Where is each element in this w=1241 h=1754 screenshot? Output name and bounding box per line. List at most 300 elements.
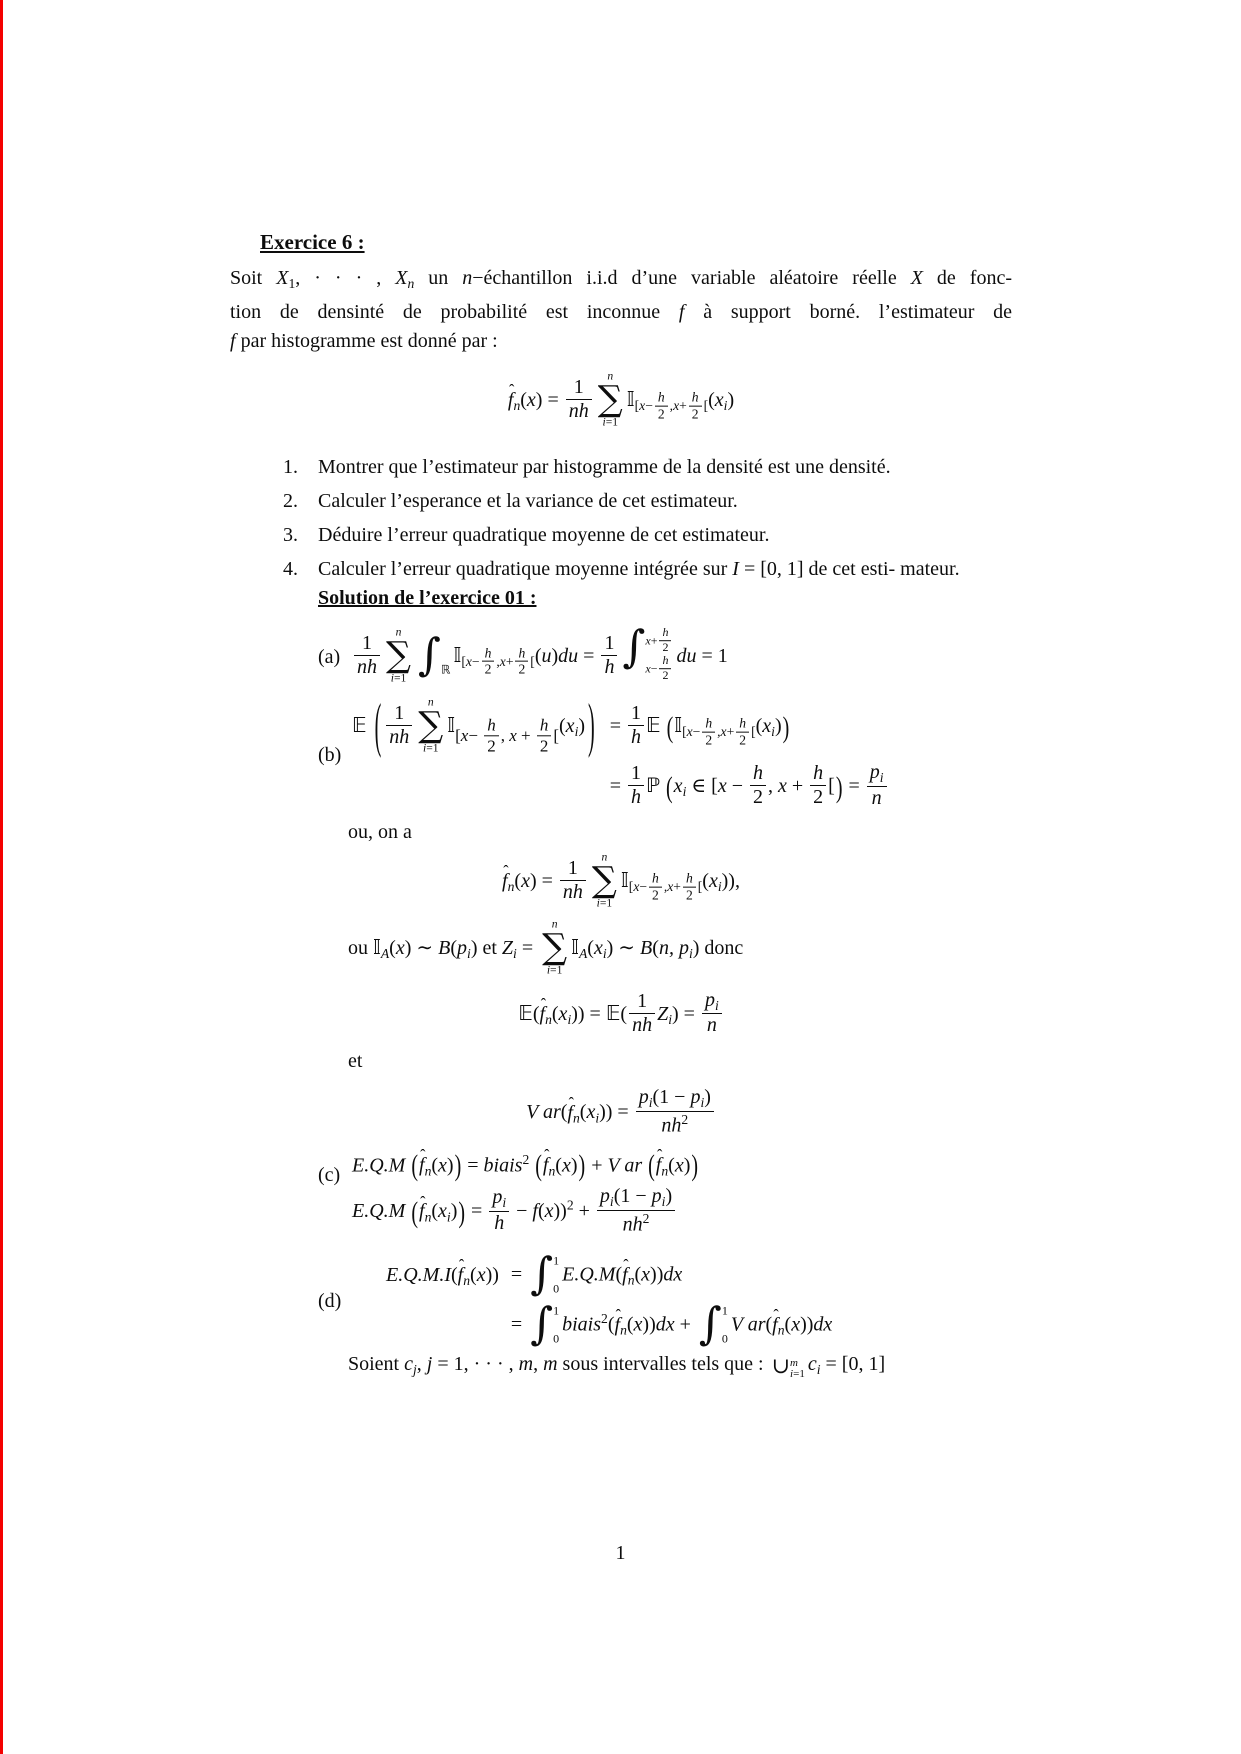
math-text: −	[726, 775, 748, 798]
math-text: (	[551, 1002, 559, 1025]
solution-d	[230, 1248, 1012, 1350]
math-token	[659, 668, 671, 683]
math-token	[645, 627, 673, 656]
math-text: ) =	[535, 389, 564, 412]
subscript	[628, 870, 703, 903]
math-text: )),	[721, 870, 740, 893]
math-blackboard: 𝕀	[674, 713, 683, 738]
math-text: Soient	[348, 1353, 405, 1376]
math-var-hat: f ˆ	[567, 1102, 573, 1124]
math-text: (	[559, 714, 566, 737]
math-text: (1 −	[652, 1086, 691, 1109]
math-token	[655, 390, 668, 406]
math-text: ,	[533, 1353, 544, 1376]
math-token	[628, 725, 644, 749]
solution-c-row2	[352, 1187, 1012, 1238]
math-var: I	[732, 557, 739, 580]
math-text: +	[516, 726, 535, 746]
math-text: )	[774, 715, 782, 738]
solution-d-equations	[386, 1248, 833, 1350]
math-var: p	[704, 988, 715, 1011]
math-text: )	[551, 645, 559, 668]
math-text: [	[697, 879, 703, 895]
math-var: p	[457, 936, 468, 959]
fraction	[659, 655, 671, 684]
math-text: à support borné. l’estimateur de	[684, 301, 1013, 324]
math-token	[597, 898, 613, 911]
math-var: i	[574, 724, 579, 740]
math-token	[810, 762, 826, 785]
text-ou-on-a	[348, 818, 1012, 847]
math-text: −	[511, 1200, 533, 1223]
question-3-text	[318, 521, 1012, 550]
math-token	[553, 1305, 559, 1317]
math-var: h	[539, 715, 549, 735]
math-var: h	[739, 715, 747, 731]
paren: (	[666, 711, 674, 745]
fraction	[689, 390, 702, 422]
solution-section	[230, 621, 1012, 1385]
math-text: (	[765, 1313, 773, 1336]
math-text: (	[431, 1200, 439, 1223]
math-text: [	[703, 398, 709, 414]
math-token	[702, 989, 722, 1014]
math-text: ,	[717, 724, 721, 740]
math-text: (	[626, 1313, 634, 1336]
math-text: par histogramme est donné par :	[235, 330, 498, 353]
math-var: i	[567, 1011, 572, 1027]
math-var: X	[276, 267, 289, 289]
fraction	[683, 871, 696, 903]
math-text: 1	[553, 1303, 560, 1318]
formula-histogram-estimator	[230, 369, 1012, 431]
math-blackboard: ℙ	[645, 773, 660, 798]
subscript	[463, 1273, 470, 1288]
math-text: 2	[566, 1197, 574, 1213]
math-text: ,	[767, 775, 778, 798]
solution-a	[230, 621, 1012, 688]
math-text: (	[755, 715, 763, 738]
math-token: ∫	[530, 1248, 554, 1300]
math-token: ∑	[418, 705, 444, 746]
intro-line-3	[230, 327, 1012, 356]
math-text: −échantillon i.i.d d’une variable aléatoire réelle	[472, 267, 911, 289]
math-blackboard: 𝕀	[373, 934, 381, 959]
math-token	[597, 1210, 675, 1236]
math-var: j	[413, 1362, 417, 1378]
text-soient	[348, 1350, 1012, 1384]
math-text: 2	[685, 887, 693, 903]
math-token	[702, 716, 715, 732]
big-operator-side	[622, 621, 673, 686]
math-blackboard: 𝕀	[447, 712, 456, 737]
math-var: n	[572, 1110, 580, 1126]
math-var: nh	[632, 1013, 653, 1036]
math-text: 2	[518, 662, 526, 678]
math-text: ,	[669, 398, 674, 414]
math-token	[649, 871, 662, 887]
math-text: un	[414, 267, 463, 289]
math-var: i	[816, 1362, 821, 1378]
math-var: i	[879, 770, 884, 786]
page-number: 1	[615, 1542, 626, 1564]
math-var: n	[463, 1272, 471, 1288]
math-var: j	[426, 1353, 433, 1376]
math-text: 1	[721, 1303, 728, 1318]
math-text: [	[828, 775, 835, 798]
math-text: (	[579, 1101, 587, 1124]
math-var: x	[558, 1002, 568, 1025]
math-token	[649, 886, 662, 903]
math-var: p	[492, 1186, 503, 1209]
math-text: =	[843, 775, 865, 798]
math-var: nh	[622, 1213, 643, 1236]
math-text: −	[650, 661, 658, 676]
formula-variance	[230, 1088, 1012, 1139]
math-text: +	[573, 1200, 595, 1223]
math-text: =	[516, 936, 539, 959]
math-token	[441, 664, 451, 676]
math-text: (	[784, 1313, 792, 1336]
math-text: +	[673, 879, 681, 895]
math-text: ) =	[672, 1002, 700, 1025]
math-text: (	[470, 1263, 477, 1286]
math-text: [	[553, 726, 559, 746]
math-text: +	[679, 398, 687, 414]
fraction	[484, 716, 499, 756]
math-var: n	[507, 879, 515, 895]
question-1-text	[318, 453, 1012, 482]
math-var: du	[676, 645, 697, 668]
math-var-hat: f ˆ	[772, 1314, 778, 1336]
math-token	[553, 1283, 559, 1295]
math-text: ∈ [	[686, 775, 718, 798]
fraction	[489, 1186, 509, 1235]
math-token	[867, 761, 887, 786]
math-var: c	[807, 1353, 817, 1376]
math-var: V ar	[526, 1101, 561, 1124]
math-var: n	[607, 369, 614, 383]
math-text: =1	[599, 896, 613, 910]
math-var: i	[546, 963, 551, 977]
math-text: −	[468, 726, 483, 746]
math-var: x	[717, 775, 727, 798]
math-text: (	[534, 645, 542, 668]
math-var: h	[630, 786, 641, 809]
math-text: Calculer l’esperance et la variance de cet estimateur.	[318, 489, 738, 512]
big-operator	[598, 370, 623, 429]
math-var: i	[668, 1011, 672, 1027]
math-var: x	[633, 1313, 643, 1336]
math-token	[867, 786, 887, 810]
math-text: (	[587, 936, 594, 959]
math-var: i	[602, 415, 606, 429]
math-text: 2	[739, 732, 747, 748]
math-var: Z	[501, 936, 514, 959]
math-var: dx	[655, 1313, 675, 1336]
math-token	[482, 645, 495, 661]
math-var: n	[601, 850, 608, 864]
math-token	[553, 1303, 559, 1347]
math-var: x	[561, 1154, 571, 1177]
math-text: 0	[721, 1331, 728, 1346]
paren: )	[588, 694, 595, 761]
page-content	[230, 230, 1012, 1384]
math-token: ∫	[530, 1298, 554, 1350]
math-var: m	[790, 1357, 798, 1370]
math-var: h	[691, 389, 699, 405]
math-var: x	[593, 936, 603, 959]
math-var: V ar	[607, 1154, 643, 1177]
math-text: (	[620, 1002, 628, 1025]
math-text: ,	[496, 654, 500, 670]
math-token	[628, 762, 644, 785]
math-blackboard: 𝕀	[453, 643, 462, 668]
math-var: x	[641, 1263, 651, 1286]
math-text: 2	[642, 1210, 650, 1226]
math-text: (	[389, 936, 396, 959]
math-text: +	[674, 1313, 696, 1336]
math-text: =1	[393, 671, 407, 685]
math-token	[484, 735, 499, 756]
math-blackboard: 𝔼	[605, 1000, 621, 1025]
math-token	[790, 1369, 805, 1380]
math-text: (1 −	[613, 1185, 652, 1208]
big-operator	[386, 626, 411, 685]
math-token	[553, 1255, 559, 1267]
math-text: 2	[813, 786, 824, 809]
big-operator	[418, 696, 443, 755]
fraction	[386, 702, 412, 749]
paren: )	[454, 1149, 462, 1183]
big-operator-side	[772, 1356, 805, 1382]
math-var: h	[662, 653, 669, 668]
fraction	[867, 761, 887, 810]
math-text: 1	[288, 276, 296, 292]
paren: (	[535, 1149, 542, 1183]
math-text: = [0, 1]	[820, 1353, 886, 1376]
math-var: X	[395, 267, 408, 289]
question-4-number: 4.	[283, 557, 298, 580]
subscript	[778, 1323, 785, 1338]
math-text: +	[786, 775, 809, 798]
big-operator	[542, 918, 567, 977]
math-token: ∫	[698, 1298, 722, 1350]
math-text: [	[461, 654, 466, 670]
math-var: B	[438, 936, 451, 959]
math-text: 1	[573, 375, 584, 398]
paren: )	[691, 1149, 699, 1183]
fraction	[560, 857, 586, 904]
fraction	[636, 1086, 714, 1137]
superscript	[601, 1311, 608, 1326]
question-4-line-1	[318, 558, 895, 580]
math-token	[722, 1333, 728, 1345]
math-var: n	[706, 1014, 717, 1037]
math-token	[628, 785, 644, 809]
math-text: 1	[637, 989, 648, 1012]
math-text: =	[609, 775, 626, 798]
math-text: 2	[652, 887, 659, 903]
math-var: nh	[568, 399, 589, 422]
solution-d-row2-rhs	[510, 1298, 833, 1350]
intro-line-1	[230, 264, 1012, 298]
math-var: h	[657, 389, 665, 405]
big-operator-side	[418, 629, 451, 681]
exercise-title: Exercice 6 :	[260, 230, 365, 254]
paren: (	[374, 694, 382, 761]
math-var: x	[395, 936, 405, 959]
superscript	[643, 1211, 650, 1226]
math-var: dx	[663, 1263, 683, 1286]
fraction	[659, 626, 671, 655]
math-var: nh	[661, 1114, 682, 1137]
math-token	[566, 399, 592, 423]
math-var: p	[869, 761, 880, 784]
paren: (	[666, 771, 673, 805]
math-var: x	[645, 661, 651, 676]
math-var: p	[690, 1086, 701, 1109]
intro-paragraph	[230, 264, 1012, 356]
math-var: x	[499, 654, 506, 670]
math-var-hat: f ˆ	[656, 1154, 662, 1176]
math-token: ∑	[386, 635, 411, 676]
math-blackboard: 𝕀	[626, 387, 635, 412]
fraction	[629, 990, 655, 1037]
question-list	[230, 453, 1012, 613]
math-var: biais	[562, 1313, 602, 1336]
math-token	[515, 645, 528, 661]
math-text: Soit	[230, 267, 277, 289]
fraction	[601, 632, 617, 679]
math-blackboard: 𝕀	[571, 934, 579, 959]
math-var: h	[604, 655, 615, 678]
math-text: 1	[553, 1253, 560, 1268]
math-token	[645, 625, 673, 686]
math-var: n	[548, 1163, 556, 1179]
math-text: (	[514, 870, 522, 893]
math-token	[689, 390, 702, 406]
math-text: , · · · ,	[295, 267, 396, 289]
math-var: nh	[562, 881, 583, 904]
math-token	[423, 742, 439, 755]
fraction	[750, 762, 766, 809]
math-text: 2	[691, 406, 699, 422]
question-4-text	[318, 555, 1012, 613]
math-var: i	[596, 896, 600, 910]
math-text: +	[586, 1154, 608, 1177]
math-var: i	[714, 997, 719, 1013]
math-var: h	[705, 715, 713, 731]
math-text: [	[628, 879, 634, 895]
math-var: n	[620, 1322, 627, 1338]
math-var-hat: f ˆ	[502, 870, 508, 892]
math-text: (	[668, 1154, 675, 1177]
math-var: x	[674, 1154, 684, 1177]
math-text: = 1, · · · ,	[432, 1353, 519, 1376]
math-text: 1	[362, 631, 372, 654]
fraction	[649, 871, 662, 903]
math-var: x	[645, 633, 651, 648]
math-token	[736, 716, 749, 732]
math-var: h	[685, 870, 693, 886]
paren: )	[458, 1196, 466, 1230]
math-text: )) =	[599, 1101, 634, 1124]
math-var: i	[790, 1368, 794, 1381]
math-var: x	[586, 1101, 596, 1124]
math-text: +	[505, 654, 514, 670]
big-operator-side	[530, 1248, 560, 1300]
math-var-hat: f ˆ	[543, 1154, 549, 1176]
math-blackboard: ℝ	[440, 662, 451, 677]
math-var: dx	[813, 1313, 833, 1336]
math-var: nh	[389, 725, 410, 748]
math-var: x	[633, 879, 640, 895]
math-token	[560, 880, 586, 904]
math-text: (	[555, 1154, 562, 1177]
math-var: x	[777, 775, 787, 798]
solution-a-formula	[352, 621, 728, 688]
math-var: p	[599, 1185, 610, 1208]
question-3	[230, 521, 1012, 550]
math-text: +	[650, 633, 658, 648]
math-var-hat: f ˆ	[458, 1264, 464, 1286]
math-text: (	[532, 1002, 540, 1025]
math-token: ∑	[542, 927, 568, 968]
math-text: ))	[485, 1263, 499, 1286]
math-var: i	[648, 1095, 653, 1111]
math-text: tion de densinté de probabilité est inconnue	[230, 301, 679, 324]
math-var: x	[565, 714, 575, 737]
math-token	[689, 405, 702, 422]
math-token	[645, 653, 673, 685]
math-text: (	[615, 1263, 623, 1286]
math-var: h	[487, 715, 496, 735]
intro-line-2	[230, 298, 1012, 327]
fraction	[628, 762, 644, 809]
math-text: 1	[630, 702, 641, 725]
solution-c-rows	[352, 1149, 1012, 1247]
math-var: i	[446, 1209, 451, 1225]
solution-c-row1	[352, 1149, 1012, 1183]
math-var: X	[910, 267, 923, 289]
math-token	[683, 886, 696, 903]
math-var: u	[541, 645, 552, 668]
math-var: h	[813, 762, 824, 785]
math-text: 1	[604, 631, 615, 654]
math-text: (	[537, 1200, 545, 1223]
math-var: n	[551, 917, 558, 931]
math-text: sous intervalles tels que :	[557, 1353, 769, 1376]
math-text: Déduire l’erreur quadratique moyenne de cet estimateur.	[318, 523, 770, 546]
math-text: )	[683, 1154, 691, 1177]
big-operator	[592, 852, 617, 911]
math-token	[659, 655, 671, 669]
math-var: x	[667, 879, 674, 895]
math-var: x	[526, 389, 536, 412]
math-token	[601, 655, 617, 679]
math-blackboard: 𝔼	[352, 712, 367, 737]
math-text: (	[431, 1154, 439, 1177]
math-text: 2	[657, 406, 665, 422]
solution-c	[230, 1149, 1012, 1247]
math-token	[537, 716, 552, 736]
subscript	[455, 715, 559, 756]
math-text: 2	[681, 1112, 689, 1128]
math-token	[702, 1013, 722, 1037]
math-text: 1	[630, 762, 641, 785]
math-text: 2	[662, 668, 669, 683]
